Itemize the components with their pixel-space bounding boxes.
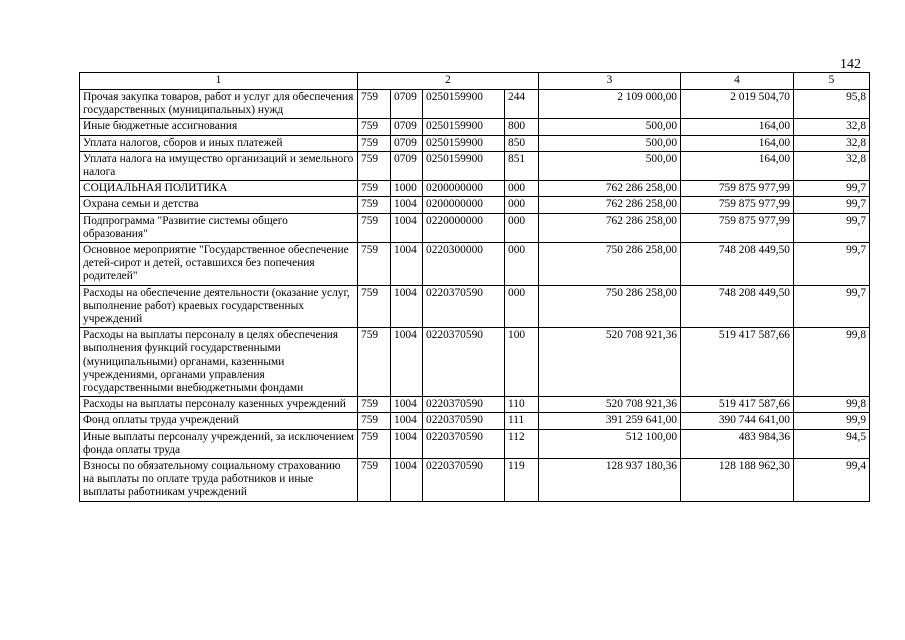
row-planned: 391 259 641,00 xyxy=(539,413,681,429)
row-name: Прочая закупка товаров, работ и услуг для обеспечения государственных (муниципальных) нужд xyxy=(80,90,358,119)
row-name: Фонд оплаты труда учреждений xyxy=(80,413,358,429)
row-code-type: 000 xyxy=(505,285,539,328)
row-planned: 500,00 xyxy=(539,151,681,180)
row-executed: 164,00 xyxy=(681,151,794,180)
table-header-row xyxy=(80,73,870,90)
row-executed: 519 417 587,66 xyxy=(681,397,794,413)
row-percent: 99,7 xyxy=(794,243,870,286)
row-executed: 748 208 449,50 xyxy=(681,285,794,328)
row-planned: 512 100,00 xyxy=(539,429,681,458)
row-name: Расходы на выплаты персоналу казенных учреждений xyxy=(80,397,358,413)
row-code-ministry: 759 xyxy=(358,151,391,180)
row-code-section: 0709 xyxy=(391,151,423,180)
row-code-target: 0220000000 xyxy=(423,213,505,242)
table-row xyxy=(80,181,870,197)
row-code-type: 800 xyxy=(505,119,539,135)
table-row xyxy=(80,197,870,213)
table-row xyxy=(80,397,870,413)
row-code-ministry: 759 xyxy=(358,285,391,328)
row-name: Охрана семьи и детства xyxy=(80,197,358,213)
table-row xyxy=(80,119,870,135)
row-code-type: 112 xyxy=(505,429,539,458)
row-executed: 390 744 641,00 xyxy=(681,413,794,429)
row-executed: 483 984,36 xyxy=(681,429,794,458)
row-code-type: 000 xyxy=(505,213,539,242)
row-percent: 95,8 xyxy=(794,90,870,119)
row-code-section: 0709 xyxy=(391,119,423,135)
row-name: Иные выплаты персоналу учреждений, за исключением фонда оплаты труда xyxy=(80,429,358,458)
budget-table xyxy=(79,72,870,502)
row-code-target: 0220370590 xyxy=(423,429,505,458)
row-executed: 164,00 xyxy=(681,119,794,135)
row-percent: 99,8 xyxy=(794,328,870,397)
row-planned: 2 109 000,00 xyxy=(539,90,681,119)
page-number: 142 xyxy=(840,57,861,72)
row-code-section: 1004 xyxy=(391,429,423,458)
row-code-target: 0250159900 xyxy=(423,151,505,180)
row-percent: 32,8 xyxy=(794,135,870,151)
row-percent: 99,7 xyxy=(794,197,870,213)
row-executed: 519 417 587,66 xyxy=(681,328,794,397)
row-percent: 99,7 xyxy=(794,213,870,242)
table-row xyxy=(80,429,870,458)
row-executed: 759 875 977,99 xyxy=(681,213,794,242)
row-name: Основное мероприятие "Государственное обеспечение детей-сирот и детей, оставшихся без попечения родителей" xyxy=(80,243,358,286)
row-name: СОЦИАЛЬНАЯ ПОЛИТИКА xyxy=(80,181,358,197)
row-name: Подпрограмма "Развитие системы общего образования" xyxy=(80,213,358,242)
row-code-type: 000 xyxy=(505,243,539,286)
row-code-type: 244 xyxy=(505,90,539,119)
row-code-ministry: 759 xyxy=(358,429,391,458)
row-name: Взносы по обязательному социальному страхованию на выплаты по оплате труда работников и иные выплаты работникам учреждений xyxy=(80,459,358,502)
row-percent: 99,4 xyxy=(794,459,870,502)
row-code-type: 000 xyxy=(505,197,539,213)
row-executed: 759 875 977,99 xyxy=(681,181,794,197)
row-code-type: 110 xyxy=(505,397,539,413)
row-code-target: 0200000000 xyxy=(423,181,505,197)
row-percent: 99,7 xyxy=(794,181,870,197)
row-code-section: 1004 xyxy=(391,197,423,213)
row-executed: 759 875 977,99 xyxy=(681,197,794,213)
row-code-ministry: 759 xyxy=(358,213,391,242)
row-code-target: 0220370590 xyxy=(423,285,505,328)
row-code-type: 851 xyxy=(505,151,539,180)
row-code-target: 0220370590 xyxy=(423,397,505,413)
header-col-4: 4 xyxy=(681,73,794,90)
row-planned: 500,00 xyxy=(539,119,681,135)
row-code-ministry: 759 xyxy=(358,413,391,429)
row-code-target: 0220370590 xyxy=(423,328,505,397)
row-code-section: 1004 xyxy=(391,243,423,286)
row-code-target: 0250159900 xyxy=(423,119,505,135)
row-planned: 750 286 258,00 xyxy=(539,285,681,328)
row-code-target: 0220370590 xyxy=(423,459,505,502)
row-code-ministry: 759 xyxy=(358,119,391,135)
row-code-section: 1004 xyxy=(391,328,423,397)
row-name: Уплата налога на имущество организаций и земельного налога xyxy=(80,151,358,180)
table-row xyxy=(80,90,870,119)
row-code-section: 0709 xyxy=(391,90,423,119)
row-executed: 128 188 962,30 xyxy=(681,459,794,502)
row-percent: 94,5 xyxy=(794,429,870,458)
row-code-ministry: 759 xyxy=(358,197,391,213)
row-percent: 99,9 xyxy=(794,413,870,429)
table-row xyxy=(80,243,870,286)
row-planned: 762 286 258,00 xyxy=(539,197,681,213)
row-code-target: 0250159900 xyxy=(423,90,505,119)
row-code-type: 000 xyxy=(505,181,539,197)
row-name: Расходы на выплаты персоналу в целях обеспечения выполнения функций государственными (муниципальными) органами, казенными учреждениями, органами управления государственными внебюджетными фондами xyxy=(80,328,358,397)
row-percent: 32,8 xyxy=(794,119,870,135)
row-percent: 32,8 xyxy=(794,151,870,180)
row-code-section: 1004 xyxy=(391,459,423,502)
row-code-section: 1000 xyxy=(391,181,423,197)
row-planned: 500,00 xyxy=(539,135,681,151)
header-col-1: 1 xyxy=(80,73,358,90)
row-code-ministry: 759 xyxy=(358,459,391,502)
row-code-ministry: 759 xyxy=(358,135,391,151)
row-code-target: 0220370590 xyxy=(423,413,505,429)
row-code-section: 1004 xyxy=(391,413,423,429)
row-code-section: 0709 xyxy=(391,135,423,151)
row-name: Иные бюджетные ассигнования xyxy=(80,119,358,135)
row-executed: 164,00 xyxy=(681,135,794,151)
header-col-3: 3 xyxy=(539,73,681,90)
header-col-5: 5 xyxy=(794,73,870,90)
row-planned: 128 937 180,36 xyxy=(539,459,681,502)
row-code-ministry: 759 xyxy=(358,181,391,197)
table-row xyxy=(80,151,870,180)
row-code-section: 1004 xyxy=(391,397,423,413)
row-code-type: 850 xyxy=(505,135,539,151)
row-percent: 99,8 xyxy=(794,397,870,413)
table-row xyxy=(80,135,870,151)
row-code-type: 119 xyxy=(505,459,539,502)
row-code-ministry: 759 xyxy=(358,243,391,286)
row-code-ministry: 759 xyxy=(358,328,391,397)
row-code-ministry: 759 xyxy=(358,90,391,119)
row-code-target: 0250159900 xyxy=(423,135,505,151)
row-percent: 99,7 xyxy=(794,285,870,328)
row-name: Расходы на обеспечение деятельности (оказание услуг, выполнение работ) краевых государственных учреждений xyxy=(80,285,358,328)
row-planned: 762 286 258,00 xyxy=(539,181,681,197)
row-code-target: 0200000000 xyxy=(423,197,505,213)
row-code-ministry: 759 xyxy=(358,397,391,413)
row-code-target: 0220300000 xyxy=(423,243,505,286)
row-planned: 762 286 258,00 xyxy=(539,213,681,242)
row-planned: 750 286 258,00 xyxy=(539,243,681,286)
table-row xyxy=(80,459,870,502)
row-name: Уплата налогов, сборов и иных платежей xyxy=(80,135,358,151)
table-row xyxy=(80,328,870,397)
row-planned: 520 708 921,36 xyxy=(539,328,681,397)
row-planned: 520 708 921,36 xyxy=(539,397,681,413)
header-col-2: 2 xyxy=(358,73,539,90)
table-row xyxy=(80,285,870,328)
table-row xyxy=(80,213,870,242)
row-code-section: 1004 xyxy=(391,213,423,242)
row-code-section: 1004 xyxy=(391,285,423,328)
row-executed: 748 208 449,50 xyxy=(681,243,794,286)
row-executed: 2 019 504,70 xyxy=(681,90,794,119)
table-row xyxy=(80,413,870,429)
row-code-type: 111 xyxy=(505,413,539,429)
row-code-type: 100 xyxy=(505,328,539,397)
